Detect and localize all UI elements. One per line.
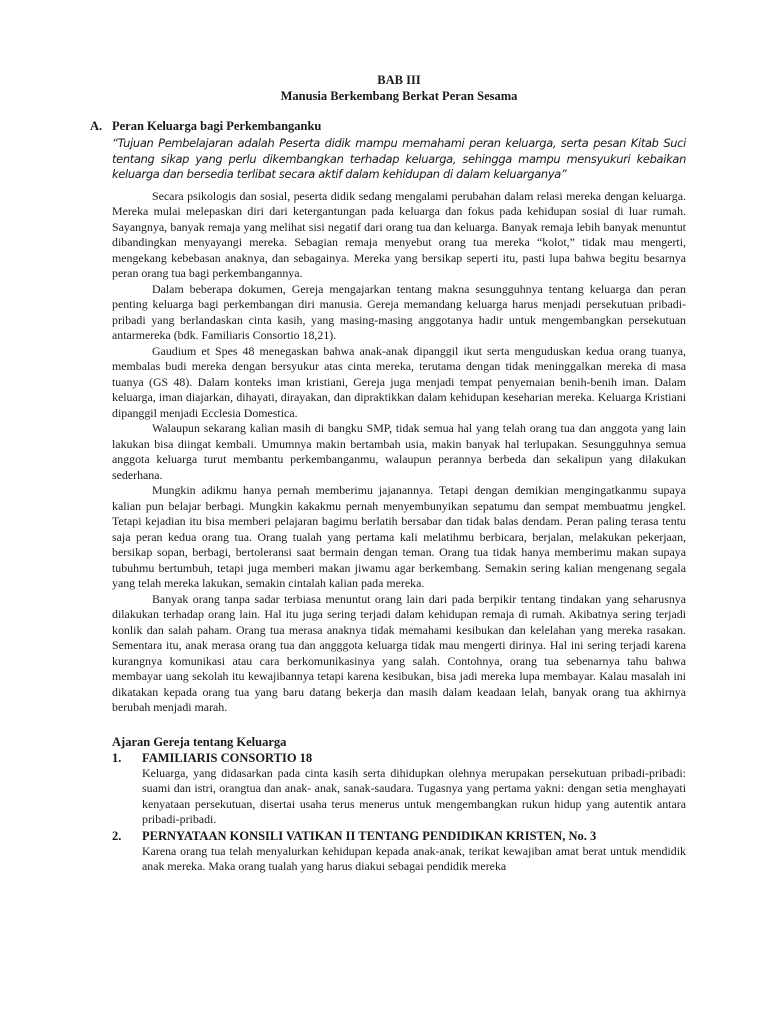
- list-item-title: FAMILIARIS CONSORTIO 18: [142, 750, 313, 765]
- chapter-heading: BAB III: [377, 73, 421, 87]
- list-item-heading: [112, 750, 686, 766]
- body-paragraph: Banyak orang tanpa sadar terbiasa menuntut orang lain dari pada berpikir tentang tindakan yang seharusnya dilakukan terhadap orang lain. Hal itu juga sering terjadi dalam kehidupan remaja di rumah. Akibatnya sering terjadi konlik dan salah paham. Orang tua merasa anaknya tidak memahami kesibukan dan kelelahan yang mereka rasakan. Sementara itu, anak merasa orang tua dan angggota keluarga tidak mau mengerti dirinya. Hal ini sering terjadi karena kurangnya komunikasi atau cara berkomunikasinya yang salah. Contohnya, orang tua sebenarnya tahu bahwa membayar uang sekolah itu kewajibannya tetapi karena kesibukan, bisa jadi mereka lupa membayar. Kalau masalah ini dikatakan kepada orang tua yang baru datang bekerja dan masih dalam keadaan lelah, banyak orang tua akhirnya berubah menjadi marah.: [112, 591, 686, 714]
- list-item-title: PERNYATAAN KONSILI VATIKAN II TENTANG PENDIDIKAN KRISTEN, No. 3: [142, 828, 597, 843]
- body-paragraph: Gaudium et Spes 48 menegaskan bahwa anak-anak dipanggil ikut serta menguduskan kedua orang tuanya, membalas budi mereka dengan bersyukur atas cinta mereka, terutama dengan tidak meninggalkan mereka di masa tuanya (GS 48). Dalam konteks iman kristiani, Gereja juga menjadi tempat penyemaian benih-benih iman. Dalam keluarga, iman diajarkan, dihayati, dirayakan, dan dipraktikkan dalam kehidupan keseharian mereka. Keluarga Kristiani dipanggil menjadi Ecclesia Domestica.: [112, 343, 686, 420]
- body-paragraph: Walaupun sekarang kalian masih di bangku SMP, tidak semua hal yang telah orang tua dan anggota yang lain lakukan bisa diingat kembali. Umumnya makin bertambah usia, makin banyak hal terlupakan. Sesungguhnya semua anggota keluarga turut membantu perkembanganmu, walaupun perannya berbeda dan sekalipun yang dilakukan sederhana.: [112, 421, 686, 482]
- numbered-list: [112, 750, 686, 875]
- body-paragraph: Secara psikologis dan sosial, peserta didik sedang mengalami perubahan dalam relasi mereka dengan keluarga. Mereka mulai melepaskan diri dari ketergantungan pada keluarga dan fokus pada kehidupan sosial di luar rumah. Sayangnya, banyak remaja yang melihat sisi negatif dari orang tua dan keluarga. Banyak remaja lebih banyak menuntut dibandingkan menyayangi mereka. Sebagian remaja menyebut orang tua mereka “kolot,” tidak mau mengerti, mengekang kebebasan anaknya, dan sebagainya. Mereka yang bersikap seperti itu, pasti lupa bahwa begitu besarnya peran orang tua bagi perkembangannya.: [112, 188, 686, 280]
- section-title: Peran Keluarga bagi Perkembanganku: [112, 119, 322, 133]
- body-paragraph: Dalam beberapa dokumen, Gereja mengajarkan tentang makna sesungguhnya tentang keluarga dan peran penting keluarga bagi perkembangan diri manusia. Gereja memandang keluarga harus menjadi persekutuan pribadi-pribadi yang berlandaskan cinta kasih, yang masing-masing anggotanya hadir untuk mengembangkan persekutuan antarmereka (bdk. Familiaris Consortio 18,21).: [112, 281, 686, 342]
- list-item-body: Keluarga, yang didasarkan pada cinta kasih serta dihidupkan olehnya merupakan persekutuan pribadi-pribadi: suami dan istri, orangtua dan anak- anak, sanak-saudara. Tugasnya yang pertama yakni: dengan setia menghayati kenyataan persekutuan, disertai usaha terus menerus untuk mengembangkan rukun hidup yang autentik antara pribadi-pribadi.: [142, 765, 686, 826]
- chapter-title: Manusia Berkembang Berkat Peran Sesama: [280, 89, 518, 103]
- subheading: Ajaran Gereja tentang Keluarga: [112, 734, 287, 749]
- section-letter: A.: [90, 119, 103, 133]
- list-item-number: 2.: [112, 828, 122, 843]
- list-item-number: 1.: [112, 750, 122, 765]
- list-item-heading: [112, 828, 686, 844]
- list-item-body: Karena orang tua telah menyalurkan kehidupan kepada anak-anak, terikat kewajiban amat berat untuk mendidik anak mereka. Maka orang tualah yang harus diakui sebagai pendidik mereka: [142, 843, 686, 873]
- learning-objective: “Tujuan Pembelajaran adalah Peserta didik mampu memahami peran keluarga, serta pesan Kitab Suci tentang sikap yang perlu dikembangkan terhadap keluarga, sehingga mampu mensyukuri kebaikan keluarga dan bersedia terlibat secara aktif dalam kehidupan di dalam keluarganya”: [112, 136, 686, 181]
- section-heading: [90, 118, 686, 134]
- body-paragraph: Mungkin adikmu hanya pernah memberimu jajanannya. Tetapi dengan demikian mengingatkanmu supaya kalian pun belajar berbagi. Mungkin kakakmu pernah menyembunyikan sepatumu dan sempat membuatmu jengkel. Tetapi kejadian itu bisa memberi pelajaran bagimu berlatih bersabar dan tidak balas dendam. Peran paling terasa tentu saja peran kedua orang tua. Orang tualah yang pertama kali melatihmu berbicara, berjalan, melakukan pekerjaan, bersikap sopan, berbagi, bertoleransi saat bermain dengan teman. Orang tua tidak hanya memberimu makan supaya tubuhmu bertumbuh, tetapi juga memberi makan jiwamu agar berkembang. Semakin sering kalian mengenang segala yang telah mereka lakukan, semakin cintalah kalian pada mereka.: [112, 483, 686, 590]
